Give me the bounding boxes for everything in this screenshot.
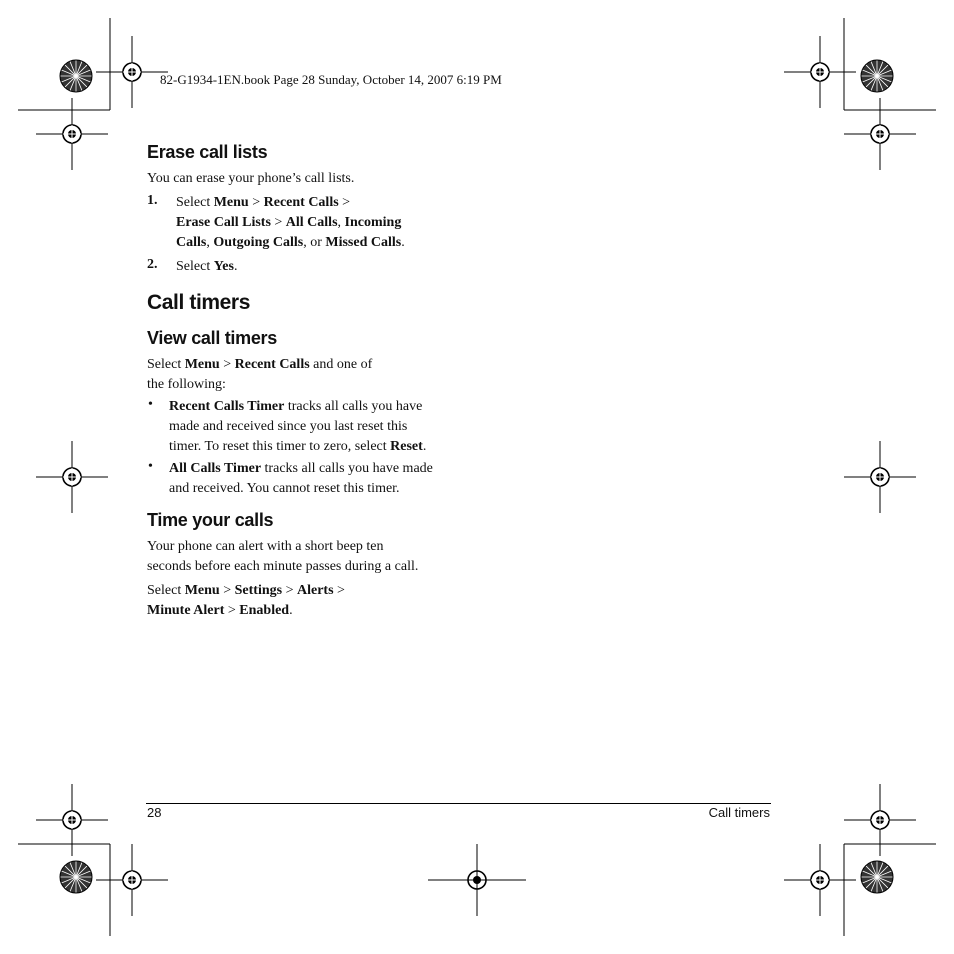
erase-call-lists-heading: Erase call lists	[147, 142, 268, 162]
erase-intro: You can erase your phone’s call lists.	[147, 171, 355, 186]
step-1-number: 1.	[147, 193, 158, 208]
step-1-text: Select Menu > Recent Calls > Erase Call Lists > All Calls, Incoming Calls, Outgoing Calls, or Missed Calls.	[176, 195, 405, 250]
minute-alert-instructions: Select Menu > Settings > Alerts > Minute Alert > Enabled.	[147, 583, 345, 618]
bullet-marker: •	[148, 397, 153, 412]
view-call-timers-heading: View call timers	[147, 328, 277, 348]
footer-section-title: Call timers	[708, 805, 770, 820]
recent-calls-timer-item: Recent Calls Timer tracks all calls you have made and received since you last reset this timer. To reset this timer to zero, select Reset.	[169, 399, 427, 454]
call-timers-heading: Call timers	[147, 291, 250, 314]
time-intro: Your phone can alert with a short beep ten seconds before each minute passes during a call.	[147, 539, 419, 574]
view-intro: Select Menu > Recent Calls and one of the following:	[147, 357, 373, 392]
time-your-calls-heading: Time your calls	[147, 510, 274, 530]
bullet-marker: •	[148, 459, 153, 474]
book-info-header: 82-G1934-1EN.book Page 28 Sunday, October 14, 2007 6:19 PM	[160, 72, 502, 87]
footer-rule	[146, 803, 771, 804]
all-calls-timer-item: All Calls Timer tracks all calls you have made and received. You cannot reset this timer.	[169, 461, 433, 496]
page-number: 28	[147, 805, 162, 820]
step-2-number: 2.	[147, 257, 158, 272]
step-2-text: Select Yes.	[176, 259, 238, 274]
